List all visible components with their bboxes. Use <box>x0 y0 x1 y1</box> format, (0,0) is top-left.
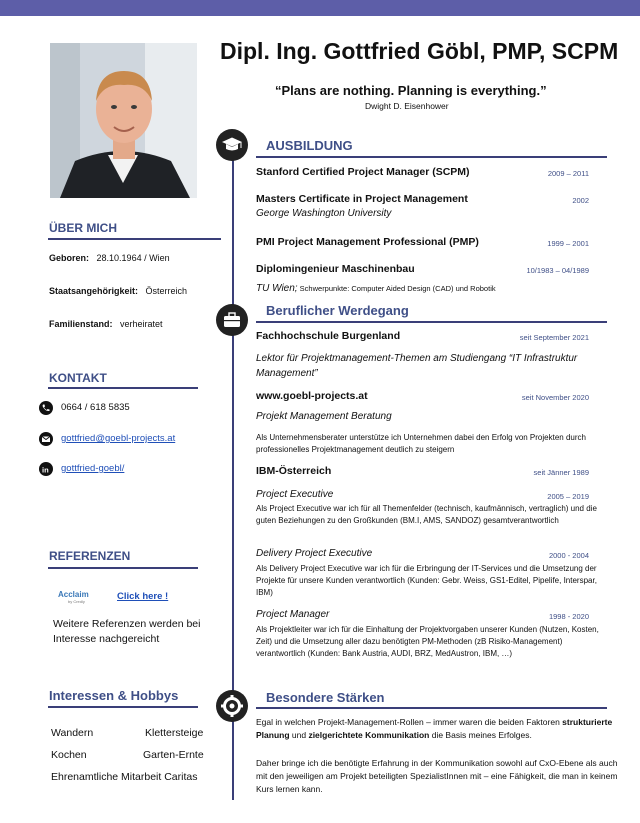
job-date: seit November 2020 <box>521 393 589 402</box>
hobbys-divider <box>48 706 198 708</box>
ausbildung-item-date: 10/1983 – 04/1989 <box>526 266 589 275</box>
ausbildung-item-title: Diplomingenieur Maschinenbau <box>256 263 415 275</box>
gear-icon <box>216 690 248 722</box>
hobby-item: Klettersteige <box>145 727 204 739</box>
phone-text: 0664 / 618 5835 <box>61 402 130 413</box>
ausbildung-item-date: 1999 – 2001 <box>547 239 589 248</box>
email-link[interactable]: gottfried@goebl-projects.at <box>61 433 176 444</box>
email-icon <box>39 432 53 446</box>
job-role: Project Executive <box>256 489 334 500</box>
staat-label: Staatsangehörigkeit: <box>49 286 139 296</box>
staerken-paragraph-2: Daher bringe ich die benötigte Erfahrung in der Kommunikation sowohl auf CxO-Ebene als auch mit den jeweiligen am Projekt beteiligten SpezialistInnen mit – eine Fähigkeit, die man in keinem Kurs lernen kann. <box>256 758 618 794</box>
acclaim-logo-sub: by Credly <box>68 599 85 604</box>
staerken-text: und <box>289 730 309 740</box>
briefcase-icon <box>216 304 248 336</box>
job-role: Project Manager <box>256 609 330 620</box>
job-title: IBM-Österreich <box>256 465 332 477</box>
geboren-label: Geboren: <box>49 253 90 263</box>
geboren-row <box>49 253 170 263</box>
job-title: www.goebl-projects.at <box>256 390 368 402</box>
job-description: Als Projektleiter war ich für die Einhaltung der Projektvorgaben unserer Kunden (Nutzen, Kosten, Zeit) und die Umsetzung aller dazu benötigten PM-Methoden (zB Risiko-Management) verantwortlich (Kunden: Bank Austria, AUDI, BRZ, MedAustron, IBM, …) <box>256 625 599 658</box>
ausbildung-item-sub-school: TU Wien; <box>256 283 298 294</box>
job-role: Lektor für Projektmanagement-Themen am Studiengang “IT Infrastruktur Management” <box>256 353 578 379</box>
top-bar <box>0 0 640 16</box>
werdegang-heading: Beruflicher Werdegang <box>266 303 409 318</box>
job-description: Als Unternehmensberater unterstütze ich Unternehmen dabei den Erfolg von Projekten durch professionelles Projektmanagement deutlich zu steigern <box>256 433 586 454</box>
hobby-item: Ehrenamtliche Mitarbeit Caritas <box>51 771 198 783</box>
job-title: Fachhochschule Burgenland <box>256 330 401 342</box>
staerken-text: die Basis meines Erfolges. <box>429 730 532 740</box>
job-date: 2000 - 2004 <box>548 551 589 560</box>
job-description: Als Delivery Project Executive war ich für die Erbringung der IT-Services und die Umsetzung der Projekte für unsere Kunden verantwortlich (Kunden: Gebr. Weiss, GS1-Editel, Pipelife, Interspar, IBM) <box>256 564 597 597</box>
staerken-heading: Besondere Stärken <box>266 690 385 705</box>
profile-photo <box>50 43 197 198</box>
job-date: 1998 - 2020 <box>548 612 589 621</box>
job-date: seit Jänner 1989 <box>533 468 589 477</box>
job-role: Delivery Project Executive <box>256 548 373 559</box>
ausbildung-divider <box>256 156 607 158</box>
acclaim-logo-text: Acclaim <box>58 590 89 599</box>
ausbildung-item-title: Stanford Certified Project Manager (SCPM) <box>256 166 470 178</box>
job-role: Projekt Management Beratung <box>256 411 392 422</box>
acclaim-logo <box>58 590 98 608</box>
staat-row <box>49 286 187 296</box>
ausbildung-item-sub <box>256 278 496 296</box>
quote-author: Dwight D. Eisenhower <box>365 101 449 111</box>
familie-value: verheiratet <box>120 319 163 329</box>
hobby-item: Garten-Ernte <box>143 749 204 761</box>
quote: “Plans are nothing. Planning is everything.” <box>275 83 547 98</box>
familie-row <box>49 319 163 329</box>
familie-label: Familienstand: <box>49 319 113 329</box>
ueber-mich-heading: ÜBER MICH <box>49 221 117 235</box>
job-date: seit September 2021 <box>519 333 589 342</box>
staerken-text: Egal in welchen Projekt-Management-Rollen – immer waren die beiden Faktoren <box>256 717 563 727</box>
linkedin-link[interactable]: gottfried-goebl/ <box>61 463 125 474</box>
references-link[interactable]: Click here ! <box>117 591 169 602</box>
ausbildung-item-title: PMI Project Management Professional (PMP) <box>256 236 479 248</box>
hobby-item: Wandern <box>51 727 94 739</box>
linkedin-icon <box>39 462 53 476</box>
ausbildung-item-sub-extra: Schwerpunkte: Computer Aided Design (CAD) und Robotik <box>297 284 496 293</box>
staerken-emphasis: strukturierte Planung <box>256 717 613 740</box>
svg-text:in: in <box>42 465 49 475</box>
ausbildung-item-title: Masters Certificate in Project Management <box>256 193 468 205</box>
referenzen-divider <box>48 567 198 569</box>
hobby-item: Kochen <box>51 749 87 761</box>
ausbildung-item-date: 2002 <box>572 196 589 205</box>
kontakt-divider <box>48 387 198 389</box>
references-note: Weitere Referenzen werden bei Interesse nachgereicht <box>53 618 201 645</box>
hobbys-heading: Interessen & Hobbys <box>49 688 179 703</box>
graduation-cap-icon <box>216 129 248 161</box>
phone-icon <box>39 401 53 415</box>
ueber-mich-divider <box>48 238 221 240</box>
werdegang-divider <box>256 321 607 323</box>
staerken-paragraph-1 <box>256 716 631 742</box>
staerken-emphasis: zielgerichtete Kommunikation <box>308 730 430 740</box>
kontakt-heading: KONTAKT <box>49 371 107 385</box>
ausbildung-item-date: 2009 – 2011 <box>547 169 589 178</box>
page-title: Dipl. Ing. Gottfried Göbl, PMP, SCPM <box>220 38 619 64</box>
referenzen-heading: REFERENZEN <box>49 549 131 563</box>
job-description: Als Project Executive war ich für all Themenfelder (technisch, kaufmännisch, vertraglich) und die guten Beziehungen zu den Großkunden (BM.I, AMS, SANDOZ) gesamtverantwortlich <box>256 504 597 525</box>
geboren-value: 28.10.1964 / Wien <box>96 253 170 263</box>
job-date: 2005 – 2019 <box>547 492 589 501</box>
ausbildung-item-sub: George Washington University <box>256 208 392 219</box>
staat-value: Österreich <box>145 286 188 296</box>
staerken-divider <box>256 707 607 709</box>
ausbildung-heading: AUSBILDUNG <box>266 138 353 153</box>
